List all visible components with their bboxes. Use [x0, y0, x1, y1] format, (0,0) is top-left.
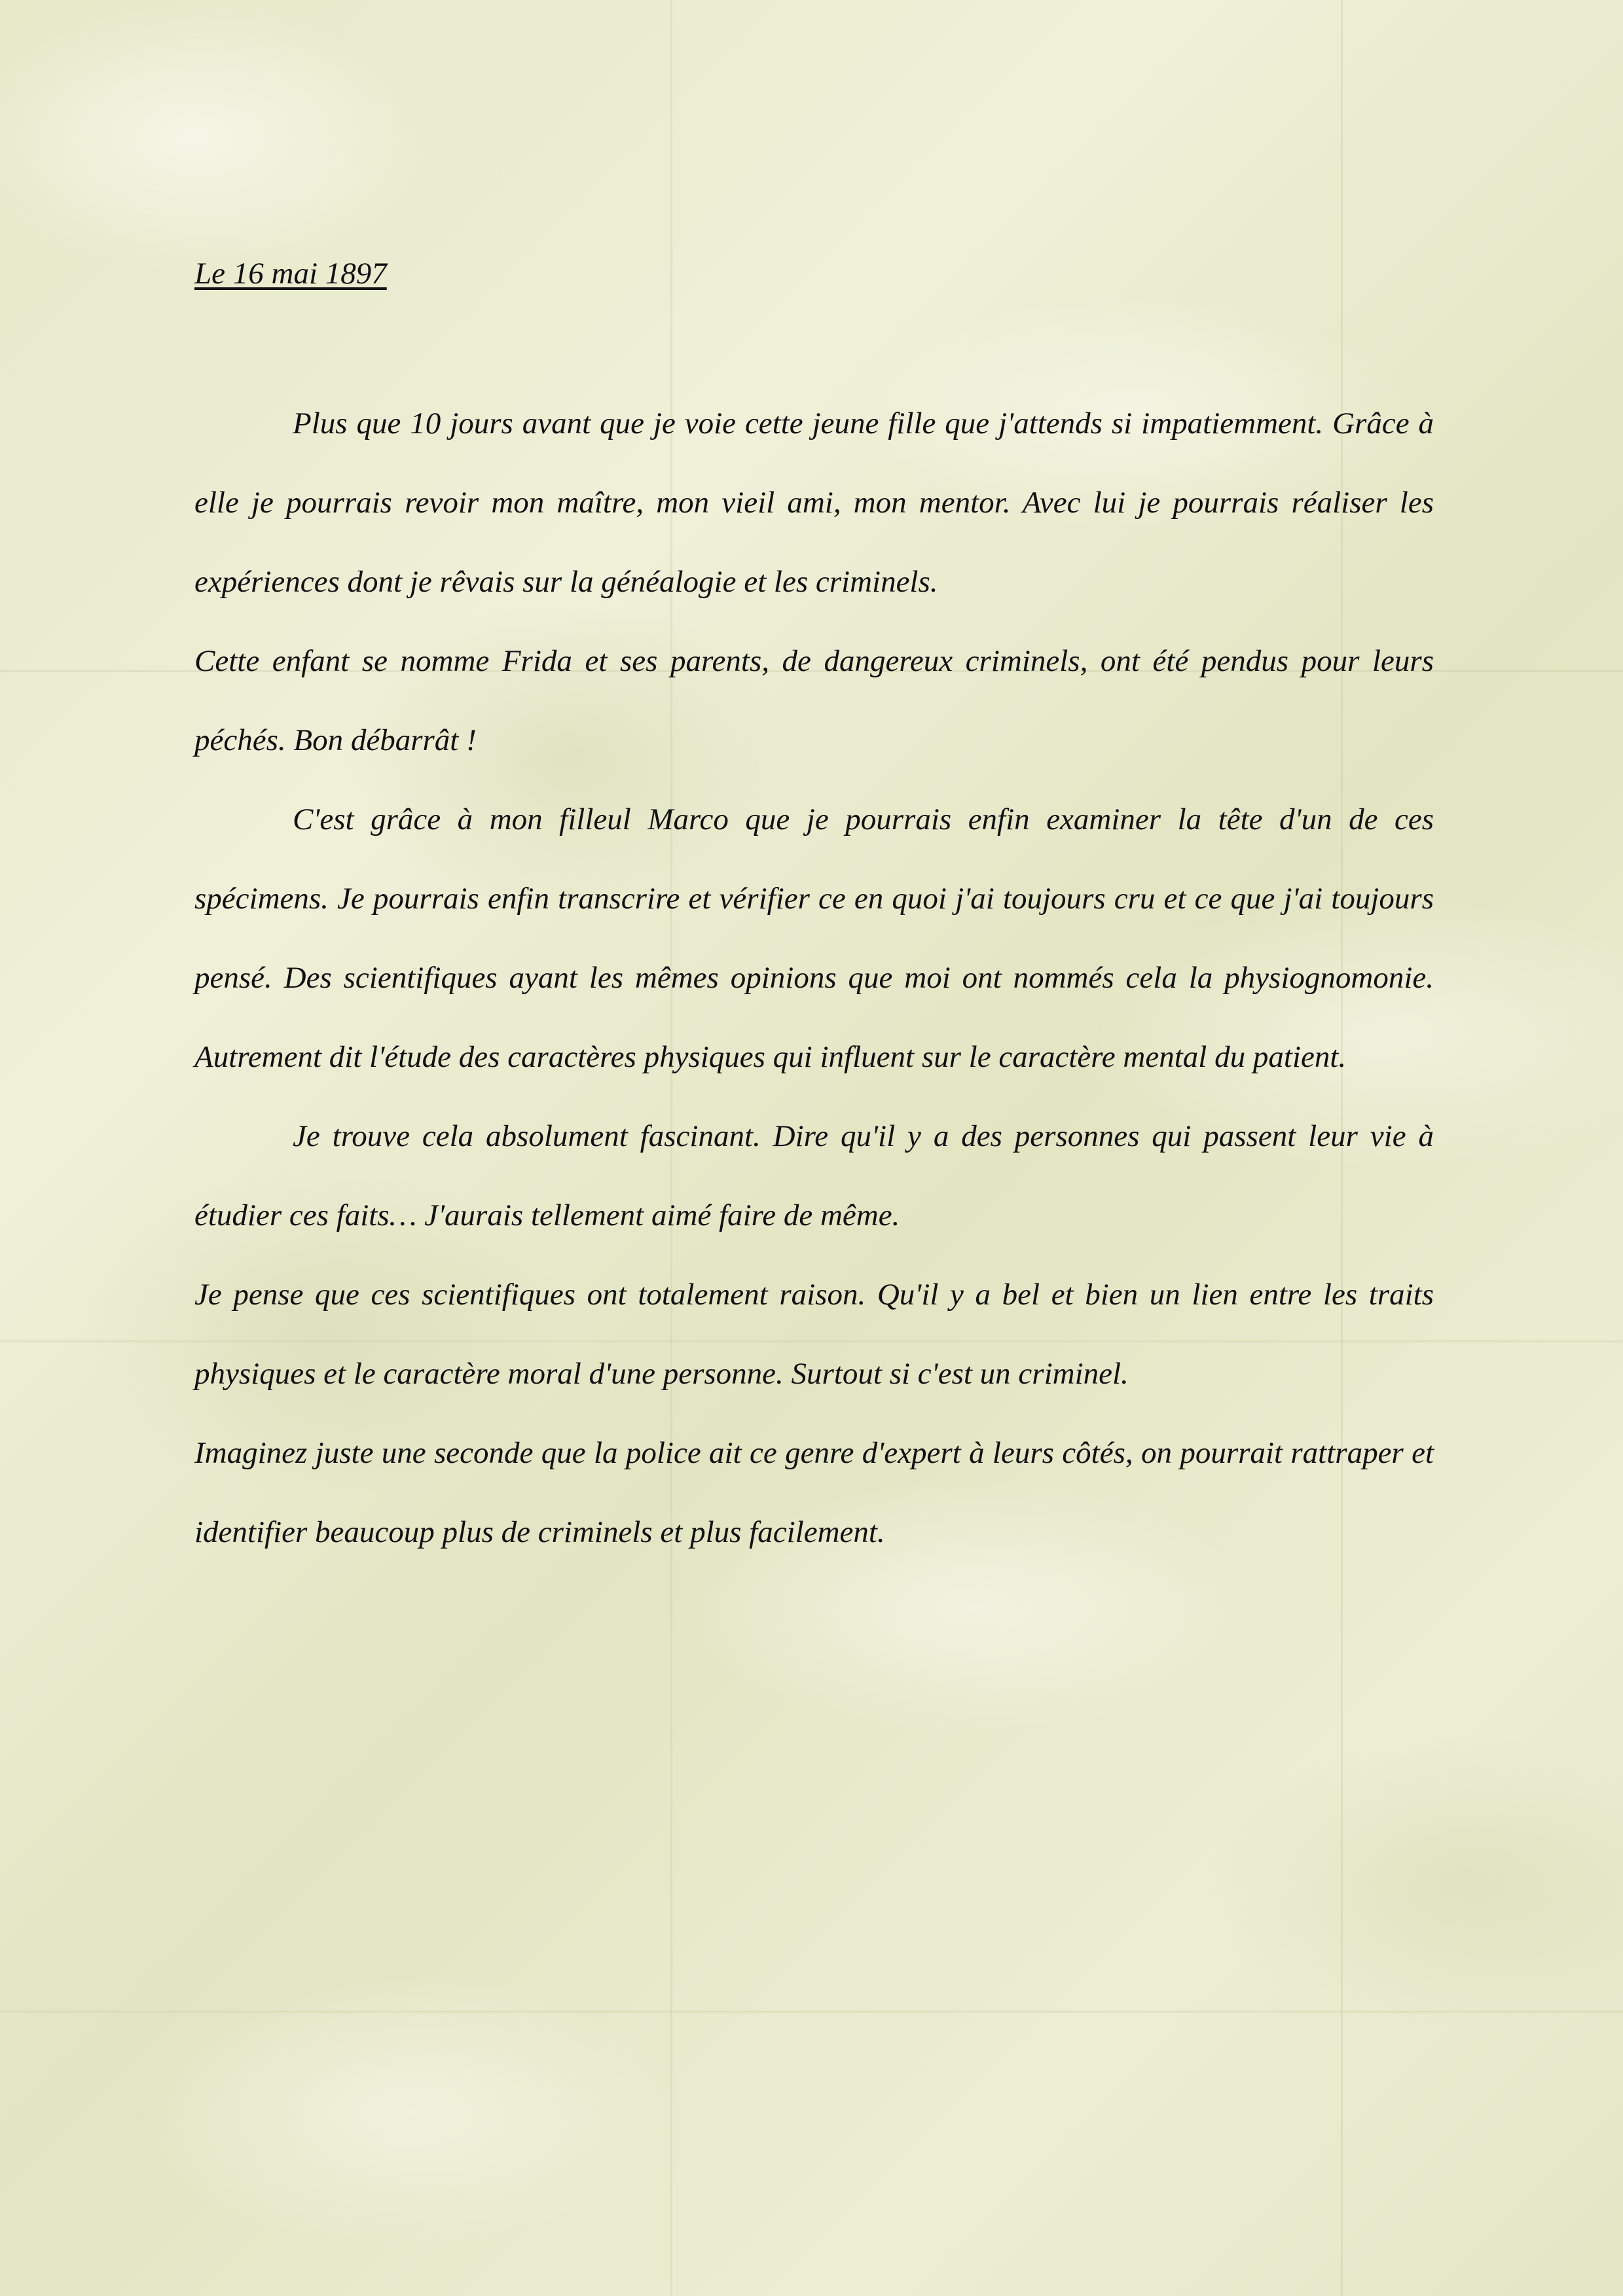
- paper-texture-seam: [0, 2011, 1623, 2013]
- letter-body: [194, 254, 1434, 1572]
- letter-paragraph: Je trouve cela absolument fascinant. Dire qu'il y a des personnes qui passent leur vie à étudier ces faits… J'aurais tellement aimé faire de même.: [194, 1119, 1434, 1232]
- letter-paragraph: Plus que 10 jours avant que je voie cette jeune fille que j'attends si impatiemment. Grâce à elle je pourrais revoir mon maître, mon vieil ami, mon mentor. Avec lui je pourrais réaliser les expériences dont je rêvais sur la généalogie et les criminels.: [194, 406, 1434, 599]
- letter-paragraph: Cette enfant se nomme Frida et ses parents, de dangereux criminels, ont été pendus pour leurs péchés. Bon débarrât !: [194, 644, 1434, 757]
- letter-paragraph: Je pense que ces scientifiques ont totalement raison. Qu'il y a bel et bien un lien entre les traits physiques et le caractère moral d'une personne. Surtout si c'est un criminel.: [194, 1278, 1434, 1391]
- letter-date: Le 16 mai 1897: [194, 257, 387, 291]
- letter-paragraph: Imaginez juste une seconde que la police ait ce genre d'expert à leurs côtés, on pourrait rattraper et identifier beaucoup plus de criminels et plus facilement.: [194, 1436, 1434, 1549]
- letter-paragraph: C'est grâce à mon filleul Marco que je pourrais enfin examiner la tête d'un de ces spécimens. Je pourrais enfin transcrire et vérifier ce en quoi j'ai toujours cru et ce que j'ai toujours pensé. Des scientifiques ayant les mêmes opinions que moi ont nommés cela la physiognomonie. Autrement dit l'étude des caractères physiques qui influent sur le caractère mental du patient.: [194, 802, 1434, 1074]
